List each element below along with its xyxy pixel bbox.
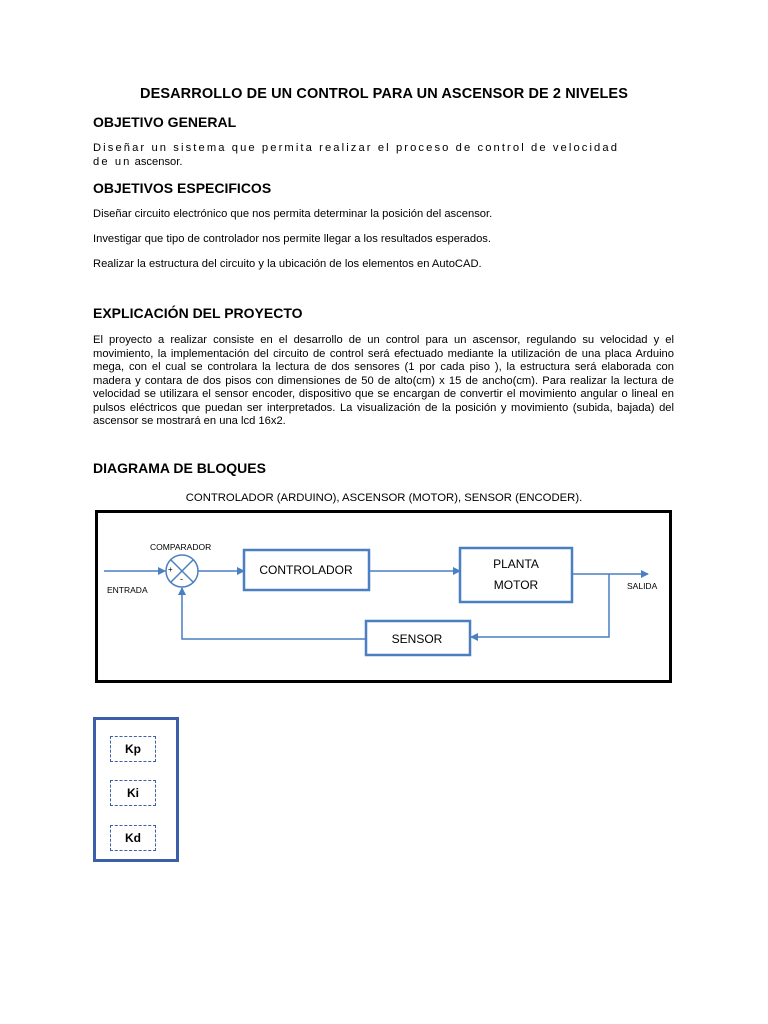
document-title: DESARROLLO DE UN CONTROL PARA UN ASCENSOR DE 2 NIVELES xyxy=(140,86,628,102)
objetivo-general-line1: Diseñar un sistema que permita realizar el proceso de control de velocidad xyxy=(93,142,620,154)
comparator-plus-label: + xyxy=(168,565,173,574)
explicacion-heading: EXPLICACIÓN DEL PROYECTO xyxy=(93,305,303,321)
objetivo-general-line2 xyxy=(93,156,673,170)
controlador-label: CONTROLADOR xyxy=(259,563,353,577)
kp-gain-box: Kp xyxy=(110,736,156,762)
diagrama-caption: CONTROLADOR (ARDUINO), ASCENSOR (MOTOR), SENSOR (ENCODER). xyxy=(185,492,583,504)
block-diagram xyxy=(95,510,672,683)
objetivo-especifico-item: Diseñar circuito electrónico que nos permita determinar la posición del ascensor. xyxy=(93,208,493,220)
block-diagram-svg xyxy=(98,513,669,680)
motor-label: MOTOR xyxy=(493,578,539,592)
objetivos-especificos-heading: OBJETIVOS ESPECIFICOS xyxy=(93,180,272,196)
pid-gains-panel xyxy=(93,717,179,862)
objetivo-especifico-item: Investigar que tipo de controlador nos permite llegar a los resultados esperados. xyxy=(93,233,492,245)
sensor-to-comparator-arrow xyxy=(182,588,366,639)
sensor-label: SENSOR xyxy=(391,632,443,646)
entrada-label: ENTRADA xyxy=(107,585,148,595)
objetivo-general-heading: OBJETIVO GENERAL xyxy=(93,114,237,130)
salida-label: SALIDA xyxy=(627,581,658,591)
comparator-minus-label: - xyxy=(180,574,183,584)
planta-label: PLANTA xyxy=(493,557,539,571)
objetivo-general-line2-spaced: de un xyxy=(93,155,132,168)
objetivo-general-text xyxy=(93,142,673,169)
diagrama-heading: DIAGRAMA DE BLOQUES xyxy=(93,460,266,476)
explicacion-body: El proyecto a realizar consiste en el desarrollo de un control para un ascensor, regulando su velocidad y el movimiento, la implementación del circuito de control será efectuado mediante la utilización de una placa Arduino mega, con el cual se controlara la lectura de dos sensores (1 por cada piso ), la estructura será elaborada con madera y contara de dos pisos con dimensiones de 50 de alto(cm) x 15 de ancho(cm). Para realizar la lectura de velocidad se utilizara el sensor encoder, dispositivo que se encargan de convertir el movimiento angular o lineal en pulsos eléctricos que puedan ser interpretados. La visualización de la posición y movimiento (subida, bajada) del ascensor se mostrará en una lcd 16x2. xyxy=(93,334,674,427)
kd-gain-box: Kd xyxy=(110,825,156,851)
objetivo-especifico-item: Realizar la estructura del circuito y la ubicación de los elementos en AutoCAD. xyxy=(93,258,482,270)
ki-gain-box: Ki xyxy=(110,780,156,806)
comparador-label: COMPARADOR xyxy=(150,542,212,552)
objetivo-general-line2-rest: ascensor. xyxy=(131,155,183,168)
